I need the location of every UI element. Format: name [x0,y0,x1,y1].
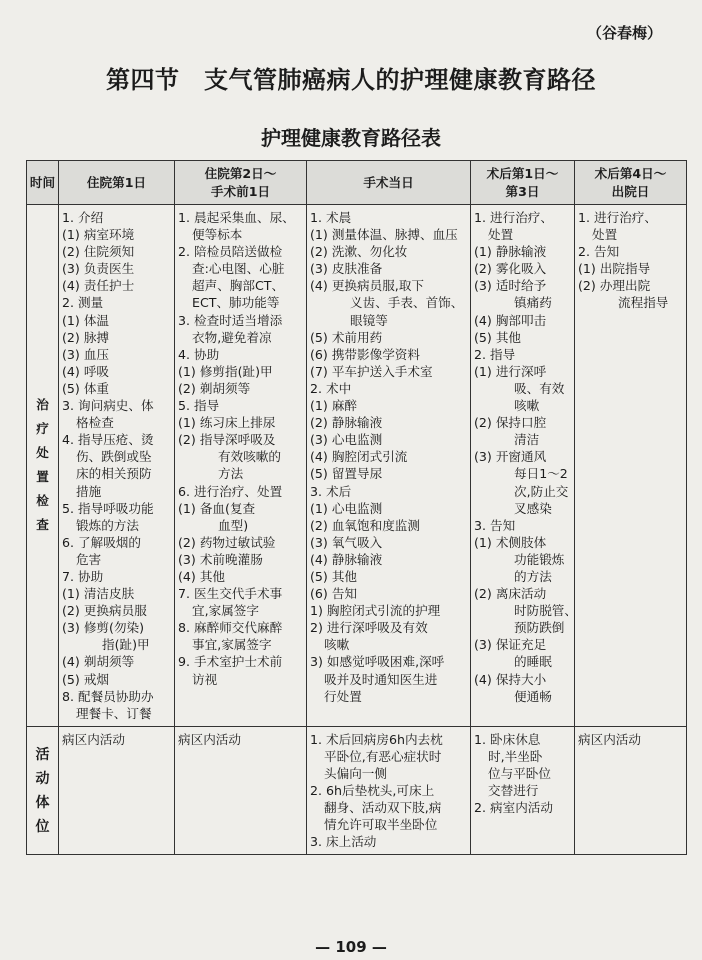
cell-line: 眼镜等 [350,312,388,328]
cell-line: 血型) [218,517,249,533]
cell-line: 行处置 [324,688,362,704]
cell-line: (2) 剃胡须等 [178,380,251,396]
cell-line: 咳嗽 [324,637,350,653]
cell-line: (3) 适时给予 [474,278,547,294]
header-day2 [175,161,307,205]
cell-line: 超声、胸部CT、 [192,278,285,294]
activity-cell-postop-1-3 [471,726,575,855]
cell-line: (1) 修剪指(趾)甲 [178,363,273,379]
cell-line: (4) 保持大小 [474,671,547,687]
cell-line: 便等标本 [192,227,243,243]
cell-line: 平卧位,有恶心症状时 [324,748,442,764]
activity-cell-day1 [59,726,175,855]
header-day2-line2: 手术前1日 [210,183,271,199]
cell-line: (4) 胸腔闭式引流 [310,449,408,465]
cell-line: 1) 胸腔闭式引流的护理 [310,603,441,619]
row-label-care-line1: 治疗 [36,397,49,437]
cell-line: 7. 协助 [62,568,104,584]
cell-line: 翻身、活动双下肢,病 [324,800,442,816]
row-label-care-line2: 处置 [36,445,49,485]
page-number: — 109 — [315,938,387,956]
cell-line: 时防脱管、 [514,603,577,619]
cell-line: (1) 出院指导 [578,261,651,277]
cell-line: 1. 卧床休息 [474,731,541,747]
cell-line: 的方法 [514,568,552,584]
cell-line: 查:心电图、心脏 [192,261,285,277]
cell-line: 1. 进行治疗、 [474,210,553,225]
author-name: （谷春梅） [586,24,662,42]
cell-line: 危害 [76,551,102,567]
cell-line: 3. 询问病史、体 [62,398,154,414]
table-title: 护理健康教育路径表 [261,126,441,150]
cell-line: (4) 呼吸 [62,363,110,379]
care-cell-postop-4-discharge [575,205,687,727]
cell-line: 7. 医生交代手术事 [178,586,283,602]
care-row [27,205,687,727]
header-day2-line1: 住院第2日～ [204,165,277,181]
cell-line: 有效咳嗽的 [218,449,281,465]
cell-line: 的睡眠 [514,654,552,670]
cell-line: (6) 告知 [310,586,358,602]
cell-line: 预防跌倒 [514,620,565,636]
cell-line: (1) 病室环境 [62,227,135,243]
cell-line: (6) 携带影像学资料 [310,346,420,362]
header-postop-1-3 [471,161,575,205]
cell-line: (2) 脉搏 [62,329,110,345]
cell-line: (2) 静脉输液 [310,415,383,431]
cell-line: (5) 术前用药 [310,329,383,345]
cell-line: 2. 陪检员陪送做检 [178,244,283,260]
cell-line: 1. 进行治疗、 [578,210,657,225]
activity-cell-postop-4-discharge [575,726,687,855]
education-pathway-table [26,160,687,855]
cell-line: 2. 告知 [578,244,620,260]
cell-line: (2) 住院须知 [62,244,135,260]
cell-line: (3) 皮肤准备 [310,261,383,277]
cell-line: 衣物,避免着凉 [192,329,272,345]
cell-line: 伤、跌倒或坠 [76,449,152,465]
cell-line: 4. 指导压疮、烫 [62,432,154,448]
cell-line: 吸、有效 [514,380,565,396]
cell-line: (5) 其他 [474,329,522,345]
cell-line: 方法 [218,466,244,482]
row-label-activity-line1: 活动 [35,746,50,787]
cell-line: 6. 进行治疗、处置 [178,483,283,499]
cell-line: 事宜,家属签字 [192,637,272,653]
cell-line: 2. 术中 [310,380,352,396]
cell-line: (2) 血氧饱和度监测 [310,517,420,533]
cell-line: ECT、肺功能等 [192,295,280,311]
cell-line: (2) 指导深呼吸及 [178,432,276,448]
cell-line: 3. 术后 [310,483,352,499]
cell-line: (1) 测量体温、脉搏、血压 [310,227,458,243]
cell-line: 5. 指导呼吸功能 [62,500,154,516]
cell-line: 措施 [76,483,102,499]
cell-line: 时,半坐卧 [488,748,543,764]
header-surgery-day: 手术当日 [307,161,471,205]
cell-line: 2) 进行深呼吸及有效 [310,620,428,636]
cell-line: (3) 修剪(勿染) [62,620,145,636]
cell-line: 位与平卧位 [488,766,551,781]
cell-line: 2. 6h后垫枕头,可床上 [310,783,435,799]
cell-line: 义齿、手表、首饰、 [350,295,464,311]
cell-line: (3) 保证充足 [474,637,547,653]
cell-line: 4. 协助 [178,346,220,362]
cell-line: (4) 胸部叩击 [474,312,547,328]
cell-line: 便通畅 [514,688,552,704]
cell-line: (1) 心电监测 [310,500,383,516]
table-header-row [27,161,687,205]
cell-line: 镇痛药 [514,295,552,311]
cell-line: 头偏向一侧 [324,766,387,781]
care-cell-day1 [59,205,175,727]
cell-line: 清洁 [514,432,540,448]
header-postop-1-3-line2: 第3日 [505,183,540,199]
cell-line: (1) 清洁皮肤 [62,586,135,602]
cell-line: 5. 指导 [178,398,220,414]
cell-line: 3) 如感觉呼吸困难,深呼 [310,654,445,670]
cell-line: (2) 离床活动 [474,586,547,602]
cell-line: (3) 术前晚灌肠 [178,551,263,567]
cell-line: (2) 更换病员服 [62,603,147,619]
cell-line: 处置 [592,227,618,243]
row-label-activity [27,726,59,855]
cell-line: (2) 办理出院 [578,278,651,294]
cell-line: (2) 保持口腔 [474,415,547,431]
cell-line: (4) 责任护士 [62,278,135,294]
activity-cell-day2 [175,726,307,855]
cell-line: (2) 药物过敏试验 [178,534,276,550]
cell-line: 访视 [192,671,218,687]
activity-cell-surgery-day [307,726,471,855]
cell-line: (5) 其他 [310,568,358,584]
care-cell-surgery-day [307,205,471,727]
header-time: 时间 [27,161,59,205]
section-title: 第四节 支气管肺癌病人的护理健康教育路径 [106,66,596,94]
cell-line: (5) 体重 [62,380,110,396]
cell-line: 3. 床上活动 [310,834,377,850]
cell-line: 情允许可取半坐卧位 [324,817,438,833]
header-postop-4-discharge-line2: 出院日 [611,183,650,199]
cell-line: 3. 检查时适当增添 [178,312,283,328]
cell-line: (2) 洗漱、勿化妆 [310,244,408,260]
cell-line: 病区内活动 [178,731,241,747]
cell-line: 格检查 [76,415,114,431]
cell-line: 1. 术后回病房6h内去枕 [310,731,443,747]
cell-line: 6. 了解吸烟的 [62,534,141,550]
cell-line: 每日1～2 [514,466,568,482]
row-label-care [27,205,59,727]
cell-line: 吸并及时通知医生进 [324,671,438,687]
cell-line: 9. 手术室护士术前 [178,654,283,670]
cell-line: (1) 静脉输液 [474,244,547,260]
cell-line: 叉感染 [514,500,552,516]
header-day1: 住院第1日 [59,161,175,205]
cell-line: 2. 病室内活动 [474,800,553,816]
cell-line: 2. 指导 [474,346,516,362]
cell-line: (3) 血压 [62,346,110,362]
cell-line: 3. 告知 [474,517,516,533]
cell-line: 1. 晨起采集血、尿、 [178,210,295,225]
cell-line: (3) 氧气吸入 [310,534,383,550]
cell-line: (3) 负责医生 [62,261,135,277]
cell-line: (4) 更换病员服,取下 [310,278,425,294]
header-postop-4-discharge [575,161,687,205]
cell-line: (4) 静脉输液 [310,551,383,567]
care-cell-day2 [175,205,307,727]
cell-line: 病区内活动 [62,731,125,747]
cell-line: 咳嗽 [514,398,540,414]
cell-line: 功能锻炼 [514,551,565,567]
care-cell-postop-1-3 [471,205,575,727]
cell-line: (1) 进行深呼 [474,363,547,379]
cell-line: 2. 测量 [62,295,104,311]
activity-row [27,726,687,855]
row-label-care-line3: 检查 [36,493,49,533]
header-postop-1-3-line1: 术后第1日～ [486,165,559,181]
cell-line: (7) 平车护送入手术室 [310,363,433,379]
cell-line: 床的相关预防 [76,466,152,482]
cell-line: 宜,家属签字 [192,603,259,619]
cell-line: (1) 体温 [62,312,110,328]
cell-line: 交替进行 [488,783,539,799]
row-label-activity-line2: 体位 [35,794,50,835]
cell-line: (1) 备血(复查 [178,500,256,516]
cell-line: 病区内活动 [578,731,641,747]
cell-line: 次,防止交 [514,483,569,499]
cell-line: (4) 其他 [178,568,226,584]
cell-line: (3) 开窗通风 [474,449,547,465]
cell-line: (2) 雾化吸入 [474,261,547,277]
cell-line: (5) 戒烟 [62,671,110,687]
cell-line: 8. 配餐员协助办 [62,688,154,704]
header-postop-4-discharge-line1: 术后第4日～ [594,165,667,181]
cell-line: 锻炼的方法 [76,517,139,533]
cell-line: 流程指导 [618,295,669,311]
cell-line: 处置 [488,227,514,243]
cell-line: 1. 介绍 [62,210,104,225]
cell-line: (1) 术侧肢体 [474,534,547,550]
cell-line: 8. 麻醉师交代麻醉 [178,620,283,636]
cell-line: 理餐卡、订餐 [76,705,152,721]
cell-line: 指(趾)甲 [102,637,150,653]
cell-line: 1. 术晨 [310,210,352,225]
cell-line: (5) 留置导尿 [310,466,383,482]
cell-line: (4) 剃胡须等 [62,654,135,670]
cell-line: (1) 练习床上排尿 [178,415,276,431]
cell-line: (3) 心电监测 [310,432,383,448]
cell-line: (1) 麻醉 [310,398,358,414]
